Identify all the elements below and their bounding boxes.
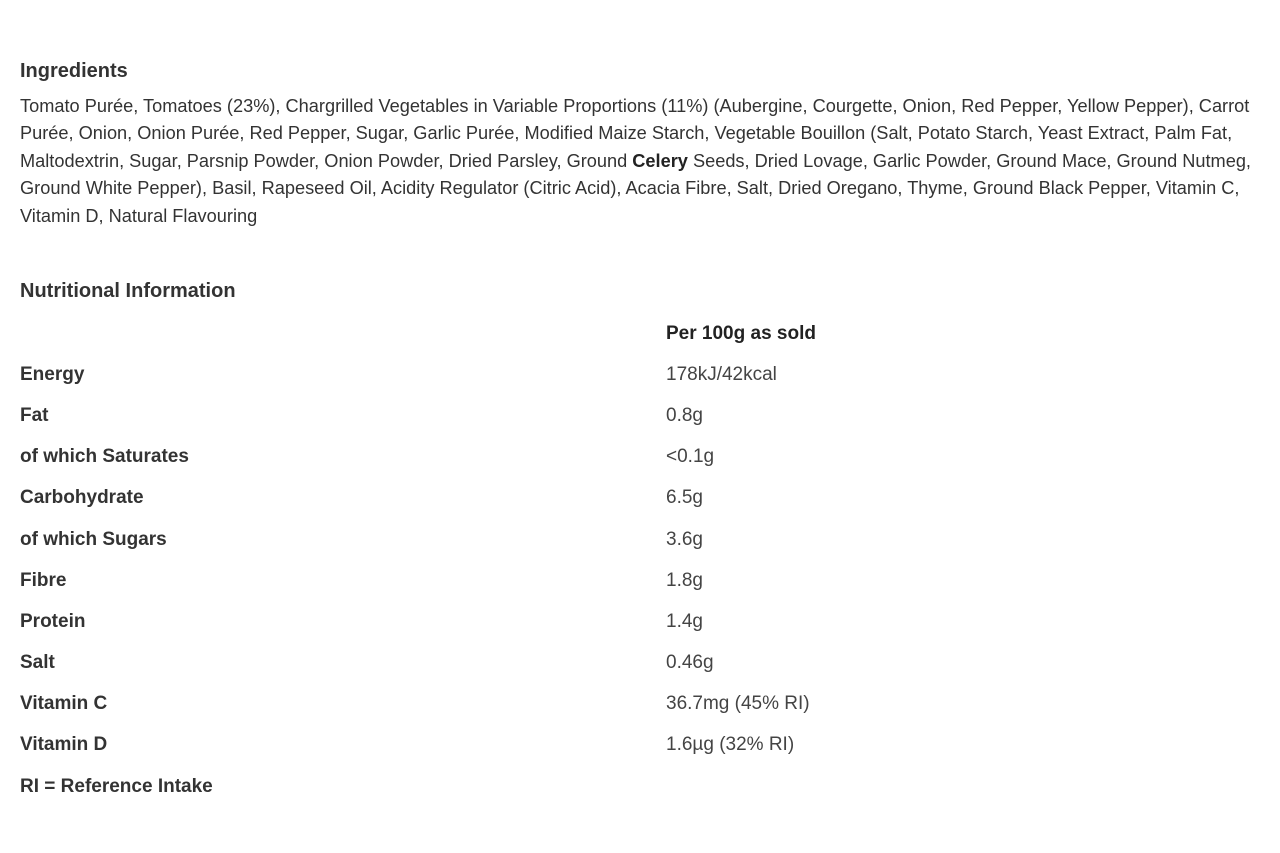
- table-row: [20, 560, 1275, 601]
- nutrient-value: 0.46g: [666, 652, 714, 674]
- nutrient-value: 1.6µg (32% RI): [666, 734, 795, 756]
- nutrient-value: <0.1g: [666, 446, 715, 468]
- nutrient-label: of which Saturates: [20, 446, 189, 468]
- nutrient-value: 6.5g: [666, 487, 703, 509]
- ingredients-text-part-2: Seeds, Dried Lovage, Garlic Powder, Ground Mace, Ground Nutmeg, Ground White Pepper), Basil, Rapeseed Oil, Acidity Regulator (Citric Acid), Acacia Fibre, Salt, Dried Oregano, Thyme, Ground Black Pepper, Vitamin C, Vitamin D, Natural Flavouring: [20, 150, 1251, 226]
- nutrient-label: Carbohydrate: [20, 487, 144, 509]
- nutrition-table-header-row: [20, 313, 1275, 354]
- nutrient-value: 1.4g: [666, 610, 703, 632]
- ingredients-heading: Ingredients: [20, 60, 128, 82]
- nutrient-label: Vitamin C: [20, 693, 108, 715]
- nutrient-value: 1.8g: [666, 569, 703, 591]
- table-row: [20, 684, 1275, 725]
- table-row: [20, 519, 1275, 560]
- nutrient-value: 36.7mg (45% RI): [666, 693, 810, 715]
- per-100g-column-header: Per 100g as sold: [666, 322, 816, 344]
- nutrient-label: Fat: [20, 404, 49, 426]
- nutrient-value: 0.8g: [666, 404, 703, 426]
- nutrient-label: Protein: [20, 610, 86, 632]
- table-row: [20, 643, 1275, 684]
- table-row: [20, 437, 1275, 478]
- nutrient-label: Fibre: [20, 569, 67, 591]
- nutrition-table: [20, 313, 1275, 766]
- table-row: [20, 725, 1275, 766]
- nutrient-column-header: [20, 313, 666, 354]
- nutrient-value: 178kJ/42kcal: [666, 363, 777, 385]
- ingredients-text-part-1: Tomato Purée, Tomatoes (23%), Chargrilled Vegetables in Variable Proportions (11%) (Aubergine, Courgette, Onion, Red Pepper, Yellow Pepper), Carrot Purée, Onion, Onion Purée, Red Pepper, Sugar, Garlic Purée, Modified Maize Starch, Vegetable Bouillon (Salt, Potato Starch, Yeast Extract, Palm Fat, Maltodextrin, Sugar, Parsnip Powder, Onion Powder, Dried Parsley, Ground: [20, 96, 1250, 171]
- nutrient-label: of which Sugars: [20, 528, 167, 550]
- table-row: [20, 354, 1275, 395]
- nutrient-label: Vitamin D: [20, 734, 108, 756]
- nutrition-heading: Nutritional Information: [20, 280, 236, 302]
- ingredients-text: [20, 93, 1275, 230]
- reference-intake-footnote: RI = Reference Intake: [20, 776, 213, 797]
- table-row: [20, 478, 1275, 519]
- nutrient-label: Energy: [20, 363, 85, 385]
- allergen-highlight: Celery: [632, 150, 688, 171]
- nutrient-value: 3.6g: [666, 528, 703, 550]
- table-row: [20, 601, 1275, 642]
- table-row: [20, 395, 1275, 436]
- nutrient-label: Salt: [20, 652, 55, 674]
